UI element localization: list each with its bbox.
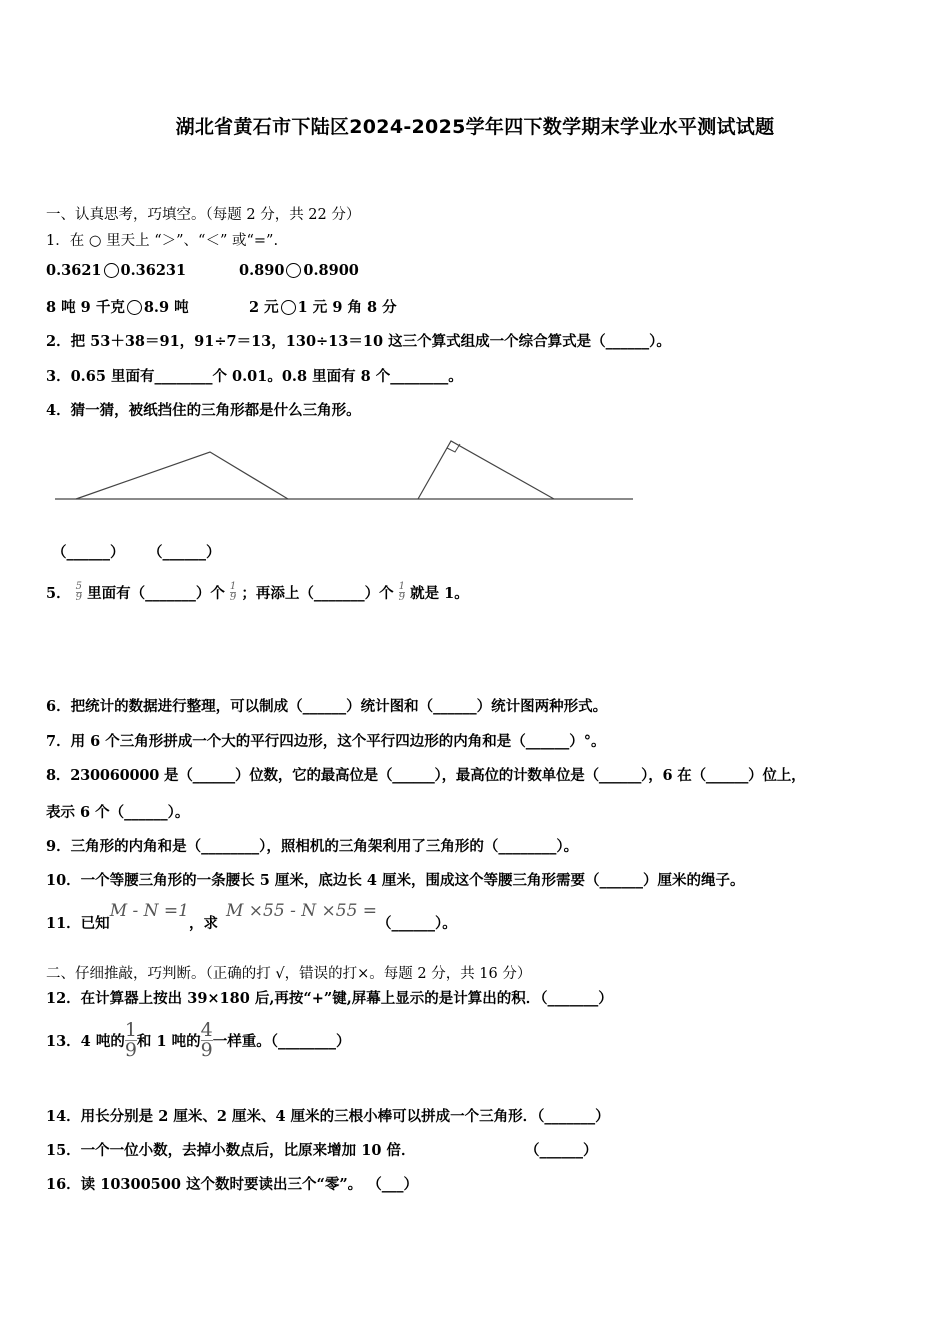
question-8-line-2: 表示 6 个（______）。 — [46, 804, 190, 821]
question-13 — [46, 1021, 350, 1060]
question-3: 3．0.65 里面有________个 0.01。0.8 里面有 8 个________。 — [46, 368, 463, 385]
q1-c-left: 8 吨 9 千克 — [46, 299, 125, 316]
question-1-stem: 1．在 ○ 里天上 “＞”、“＜” 或“=”. — [46, 233, 279, 249]
fraction-numerator: 1 — [398, 581, 406, 592]
question-7: 7．用 6 个三角形拼成一个大的平行四边形，这个平行四边形的内角和是（______）°。 — [46, 733, 606, 750]
compare-circle-icon[interactable] — [104, 263, 119, 278]
q5-text-2: ；再添上（_______）个 — [241, 585, 394, 602]
fraction-1-9 — [125, 1021, 137, 1060]
q11-prefix: 11．已知 — [46, 915, 110, 932]
fraction-4-9 — [201, 1021, 213, 1060]
compare-circle-icon[interactable] — [127, 300, 142, 315]
question-4-blank-2[interactable]: （______） — [148, 544, 221, 561]
right-triangle-shape — [418, 441, 554, 499]
question-8-line-1: 8．230060000 是（______）位数，它的最高位是（______），最高位的计数单位是（______），6 在（______）位上， — [46, 767, 806, 784]
fraction-numerator: 1 — [229, 581, 237, 592]
q11-blank[interactable]: （______）。 — [377, 915, 457, 932]
compare-circle-icon[interactable] — [281, 300, 296, 315]
obtuse-triangle-shape — [76, 452, 288, 499]
page-title: 湖北省黄石市下陆区2024-2025学年四下数学期末学业水平测试试题 — [175, 116, 775, 138]
fraction-denominator: 9 — [229, 592, 237, 603]
q1-a-right: 0.36231 — [120, 262, 187, 279]
section-1-heading: 一、认真思考，巧填空。（每题 2 分，共 22 分） — [46, 207, 361, 223]
question-11 — [46, 901, 457, 933]
q11-expression-2: M ×55 - N ×55 = — [226, 901, 378, 921]
question-2: 2．把 53＋38＝91，91÷7＝13，130÷13＝10 这三个算式组成一个综合算式是（______）。 — [46, 333, 671, 350]
fraction-denominator: 9 — [75, 592, 83, 603]
q1-a-left: 0.3621 — [46, 262, 102, 279]
question-1-row-2b — [249, 296, 397, 317]
question-6: 6．把统计的数据进行整理，可以制成（______）统计图和（______）统计图两种形式。 — [46, 698, 608, 715]
fraction-denominator: 9 — [200, 1039, 213, 1061]
question-4-stem: 4．猜一猜，被纸挡住的三角形都是什么三角形。 — [46, 402, 361, 419]
q13-text-2: 和 1 吨的 — [136, 1033, 201, 1050]
fraction-denominator: 9 — [398, 592, 406, 603]
compare-circle-icon[interactable] — [286, 263, 301, 278]
question-14: 14．用长分别是 2 厘米、2 厘米、4 厘米的三根小棒可以拼成一个三角形．（_______） — [46, 1108, 610, 1125]
fraction-5-9 — [76, 582, 82, 603]
fraction-numerator: 1 — [124, 1019, 137, 1041]
q1-c-right: 8.9 吨 — [143, 299, 189, 316]
question-1-row-2 — [46, 296, 189, 317]
q11-expression-1: M - N =1 — [109, 901, 189, 921]
question-5 — [46, 582, 469, 603]
q5-number: 5． — [46, 585, 71, 602]
question-4-blank-1[interactable]: （______） — [52, 544, 125, 561]
triangle-figure — [0, 430, 950, 510]
fraction-numerator: 5 — [75, 581, 83, 592]
section-2-heading: 二、仔细推敲，巧判断。（正确的打 √，错误的打×。每题 2 分，共 16 分） — [46, 966, 532, 982]
question-15: 15．一个一位小数，去掉小数点后，比原来增加 10 倍． — [46, 1142, 416, 1159]
question-1-row-1 — [46, 262, 186, 279]
question-10: 10．一个等腰三角形的一条腰长 5 厘米，底边长 4 厘米，围成这个等腰三角形需要（______）厘米的绳子。 — [46, 872, 745, 889]
fraction-1-9 — [230, 582, 236, 603]
question-16: 16．读 10300500 这个数时要读出三个“零”。 （___） — [46, 1176, 418, 1193]
question-12: 12．在计算器上按出 39×180 后,再按“+”键,屏幕上显示的是计算出的积．（_______） — [46, 990, 613, 1007]
fraction-numerator: 4 — [200, 1019, 213, 1041]
question-1-row-1b — [239, 262, 359, 279]
q1-b-right: 0.8900 — [303, 262, 359, 279]
fraction-denominator: 9 — [124, 1039, 137, 1061]
q1-d-left: 2 元 — [249, 299, 279, 316]
fraction-1-9 — [399, 582, 405, 603]
q13-text-1: 13．4 吨的 — [46, 1033, 125, 1050]
question-9: 9．三角形的内角和是（________），照相机的三角架利用了三角形的（________）。 — [46, 838, 579, 855]
question-15-blank[interactable]: （______） — [525, 1142, 598, 1159]
q13-text-3: 一样重。（________） — [212, 1033, 351, 1050]
q5-text-1: 里面有（_______）个 — [87, 585, 225, 602]
q1-b-left: 0.890 — [239, 262, 285, 279]
q1-d-right: 1 元 9 角 8 分 — [297, 299, 397, 316]
q5-text-3: 就是 1。 — [410, 585, 469, 602]
q11-mid: ，求 — [189, 915, 218, 932]
